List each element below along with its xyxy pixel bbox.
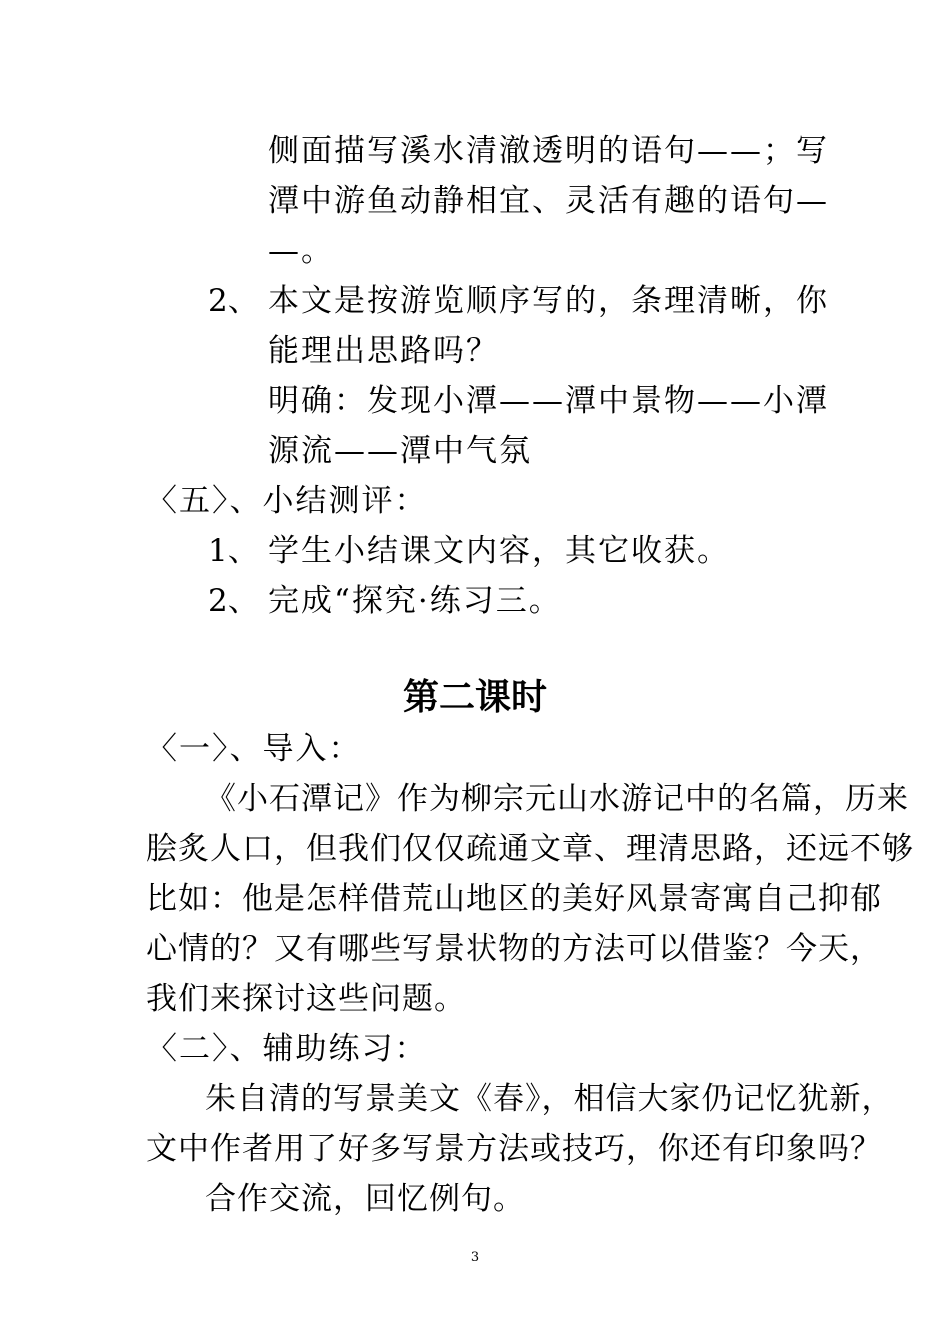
paragraph-line: 脍炙人口，但我们仅仅疏通文章、理清思路，还远不够 <box>146 831 914 867</box>
text-line: 潭中游鱼动静相宜、灵活有趣的语句— <box>268 183 829 219</box>
list-number: 2、 <box>208 583 259 619</box>
paragraph-line: 我们来探讨这些问题。 <box>146 981 466 1017</box>
section-title: 〈二〉、辅助练习： <box>146 1031 428 1067</box>
page-number: 3 <box>470 1250 480 1265</box>
list-number: 2、 <box>208 283 259 319</box>
text-line: 侧面描写溪水清澈透明的语句——；写 <box>268 133 829 169</box>
text-line: —。 <box>268 233 334 269</box>
paragraph-line: 合作交流，回忆例句。 <box>205 1181 525 1217</box>
paragraph-line: 朱自清的写景美文《春》，相信大家仍记忆犹新， <box>205 1081 894 1117</box>
text-line: 明确：发现小潭——潭中景物——小潭 <box>268 383 829 419</box>
paragraph-line: 心情的？又有哪些写景状物的方法可以借鉴？今天， <box>146 931 882 967</box>
list-item: 学生小结课文内容，其它收获。 <box>268 533 730 569</box>
text-line: 本文是按游览顺序写的，条理清晰，你 <box>268 283 829 319</box>
list-item: 完成“探究·练习三。 <box>268 583 562 619</box>
text-line: 源流——潭中气氛 <box>268 433 532 469</box>
section-title: 〈五〉、小结测评： <box>146 483 428 519</box>
paragraph-line: 《小石潭记》作为柳宗元山水游记中的名篇，历来 <box>205 781 909 817</box>
paragraph-line: 比如：他是怎样借荒山地区的美好风景寄寓自己抑郁 <box>146 881 882 917</box>
paragraph-line: 文中作者用了好多写景方法或技巧，你还有印象吗？ <box>146 1131 882 1167</box>
list-number: 1、 <box>208 533 259 569</box>
page-title: 第二课时 <box>402 677 547 718</box>
text-line: 能理出思路吗？ <box>268 333 499 369</box>
section-title: 〈一〉、导入： <box>146 731 362 767</box>
